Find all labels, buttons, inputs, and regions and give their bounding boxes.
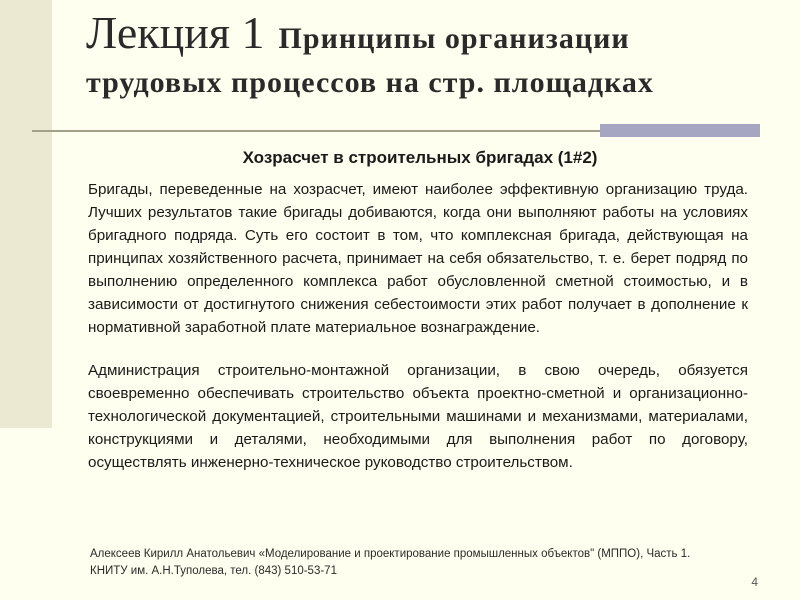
divider-accent-block [600,124,760,137]
slide-title [86,6,786,59]
footer-author-line: Алексеев Кирилл Анатольевич «Моделирование и проектирование промышленных объектов" (МППО), Часть 1. [90,548,691,560]
body-paragraph-2: Администрация строительно-монтажной организации, в свою очередь, обязуется своевременно обеспечивать строительство объекта проектно-сметной и организационно-технологической документацией, строительными машинами и механизмами, материалами, конструкциями и деталями, необходимыми для выполнения работ по договору, осуществлять инженерно-техническое руководство строительством. [88,362,748,471]
left-decor-bar [0,0,52,428]
page-number: 4 [751,575,758,589]
slide-subtitle: Хозрасчет в строительных бригадах (1#2) [242,148,598,167]
body-paragraph-1: Бригады, переведенные на хозрасчет, имеют наиболее эффективную организацию труда. Лучших результатов такие бригады добиваются, когда они выполняют работы на условиях бригадного подряда. Суть его состоит в том, что комплексная бригада, действующая на принципах хозяйственного расчета, принимает на себя обязательство, т. е. берет подряд по выполнению определенного комплекса работ обусловленной сметной стоимостью, и в зависимости от достигнутого снижения себестоимости этих работ получает в дополнение к нормативной заработной плате материальное вознаграждение. [88,181,748,336]
lecture-topic-line1: Принципы организации [278,22,630,55]
slide-footer [90,546,750,580]
lecture-number: Лекция 1 [86,7,265,58]
footer-institution-line: КНИТУ им. А.Н.Туполева, тел. (843) 510-53-71 [90,565,337,577]
lecture-topic-line2: трудовых процессов на стр. площадках [86,66,654,99]
